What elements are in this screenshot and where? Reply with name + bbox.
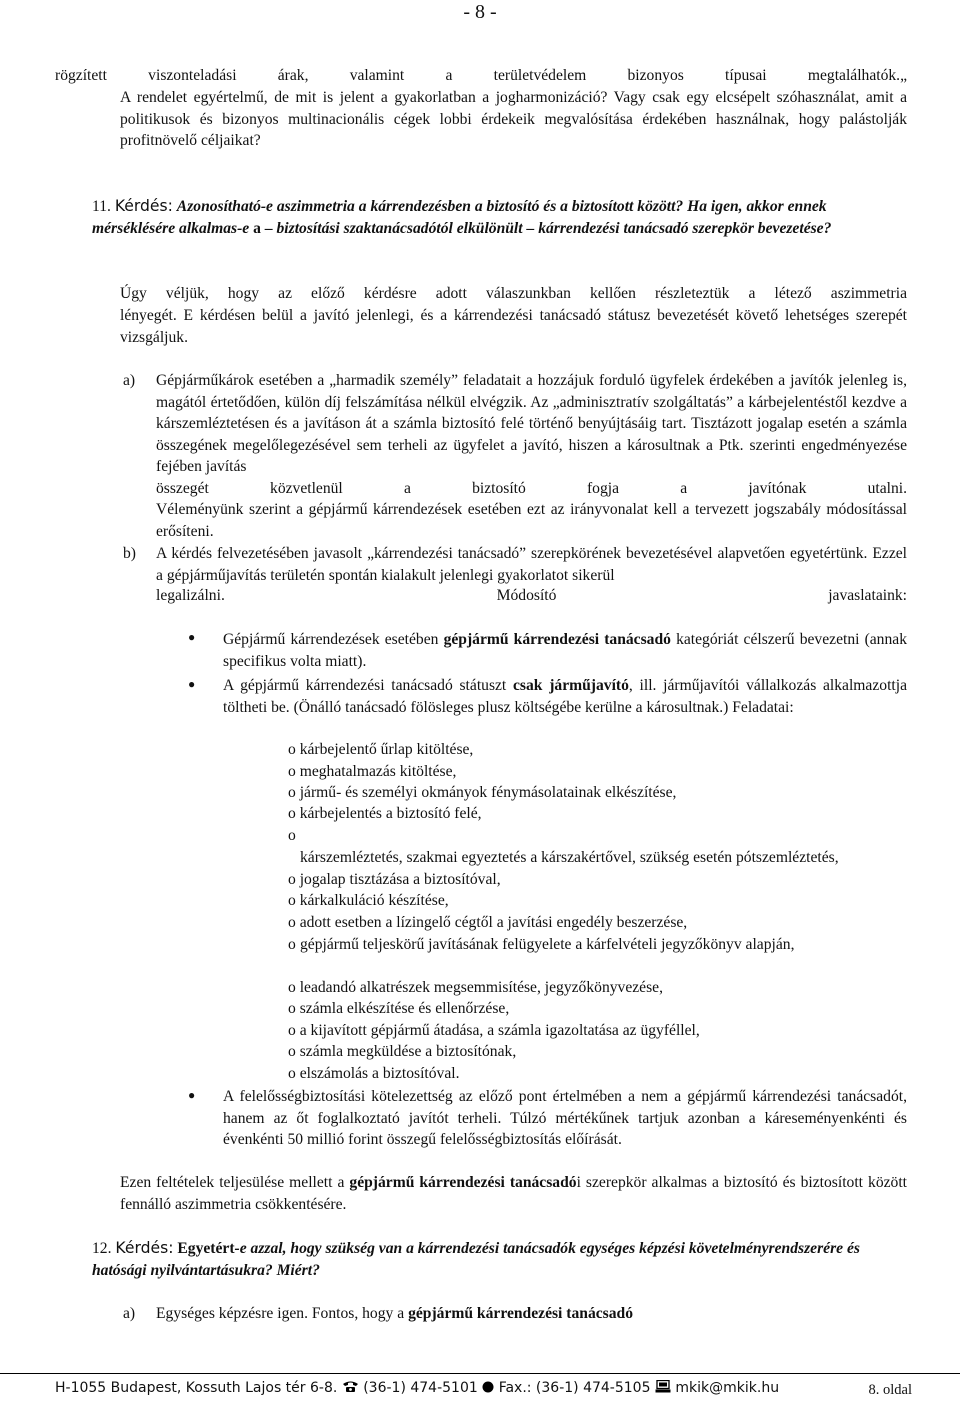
sub-item-text: számla megküldése a biztosítónak,: [299, 1043, 517, 1060]
footer-phone: (36-1) 474-5101: [363, 1380, 478, 1396]
paragraph: lényegét. E kérdésen belül a javító jelenlegi, és a kárrendezési tanácsadó státusz bevezetését követő lehetséges szerepét vizsgáljuk.: [120, 307, 907, 346]
sub-item-text: leadandó alkatrészek megsemmisítése, jegyzőkönyvezése,: [299, 979, 663, 996]
sub-item-marker: o: [288, 936, 296, 953]
sub-item: [300, 825, 907, 868]
sub-item-marker: o: [288, 827, 296, 844]
bullet-bold: csak járműjavító: [513, 677, 629, 694]
sub-item: o kárbejelentés a biztosító felé,: [288, 805, 482, 822]
list-item: Gépjárműkárok esetében a „harmadik személy” feladatait a hozzájuk forduló ügyfelek érdekében a javítók jelenleg is, magától értetődően, külön díj felszámítása nélkül elvégzik. Az „adminisztratív szolgáltatás” a kárbejelentéstől kezdve a kárszemléztetésen és a javításon át a számla biztosító felé történő benyújtásáig tart. Tisztázott jogalap esetén a számla összegének megelőlegezésével sem terheli az ügyfelet a javító, hiszen a károsultnak a Ptk. szerinti engedményezése fejében javítás: [156, 372, 907, 475]
sub-item-text: kárkalkuláció készítése,: [299, 892, 449, 909]
page-number: - 8 -: [463, 1, 497, 23]
bullet-icon: ●: [188, 630, 196, 644]
sub-item: [300, 934, 907, 956]
footer: [55, 1378, 779, 1401]
question-text: -e azzal, hogy szükség van a kárrendezési tanácsadók egységes képzési követelményrendszerére és hatósági nyilvántartásukra? Miért?: [92, 1240, 860, 1279]
list-item-line: legalizálni. Módosító javaslataink:: [156, 587, 907, 604]
footer-page-number: 8. oldal: [868, 1382, 912, 1398]
paragraph: A rendelet egyértelmű, de mit is jelent a gyakorlatban a jogharmonizáció? Vagy csak egy elcsépelt szóhasználat, amit a politikusok és bizonyos multinacionális cégek lobbi érdekeik megvalósítása érdekében használnak, hogy palástolják profitnövelő céljaikat?: [120, 89, 907, 149]
question-label: Kérdés:: [114, 197, 173, 215]
paragraph-text: i szerepkör alkalmas a biztosító és biztosított között fennálló aszimmetria csökkentésére.: [120, 1174, 907, 1213]
bullet-icon: ●: [188, 677, 196, 691]
paragraph-text: Ezen feltételek teljesülése mellett a: [120, 1174, 345, 1191]
question-11: [92, 196, 907, 239]
sub-item-text: kárbejelentés a biztosító felé,: [299, 805, 482, 822]
bullet-text: , ill. járműjavítói vállalkozás alkalmazottja töltheti be. (Önálló tanácsadó fölösleges plusz költségébe kerülne a károsultnak.) Feladatai:: [223, 677, 907, 716]
list-item: [156, 1303, 907, 1325]
list-label: a): [123, 372, 136, 389]
sub-item-text: elszámolás a biztosítóval.: [299, 1065, 460, 1082]
sub-item: o a kijavított gépjármű átadása, a számla igazoltatása az ügyféllel,: [288, 1022, 700, 1039]
sub-item: o jogalap tisztázása a biztosítóval,: [288, 871, 501, 888]
phone-icon: [342, 1379, 359, 1401]
question-text: – biztosítási szaktanácsadótól elkülönült – kárrendezési tanácsadó szerepkör bevezetése?: [264, 219, 832, 237]
sub-item: o elszámolás a biztosítóval.: [288, 1065, 460, 1082]
list-item: A kérdés felvezetésében javasolt „kárrendezési tanácsadó” szerepkörének bevezetésével alapvetően egyetértünk. Ezzel a gépjárműjavítás területén spontán kialakult jelenlegi gyakorlatot sikerül: [156, 545, 907, 584]
sub-item-text: a kijavított gépjármű átadása, a számla igazoltatása az ügyféllel,: [299, 1022, 700, 1039]
list-label: a): [123, 1305, 136, 1322]
sub-item-text: adott esetben a lízingelő cégtől a javítási engedély beszerzése,: [299, 914, 688, 931]
question-text: a: [253, 219, 261, 237]
bullet-icon: ●: [188, 1088, 196, 1102]
question-label: Kérdés:: [115, 1239, 174, 1257]
sub-item-text: számla elkészítése és ellenőrzése,: [299, 1000, 510, 1017]
sub-item: o jármű- és személyi okmányok fénymásolatainak elkészítése,: [288, 784, 677, 801]
sub-item: o számla elkészítése és ellenőrzése,: [288, 1000, 510, 1017]
bullet-item: [223, 675, 907, 718]
sub-item: o meghatalmazás kitöltése,: [288, 763, 457, 780]
sub-item: o kárkalkuláció készítése,: [288, 892, 449, 909]
sub-item-text: gépjármű teljeskörű javításának felügyelete a kárfelvételi jegyzőkönyv alapján,: [300, 936, 795, 953]
list-item-line: összegét közvetlenül a biztosító fogja a javítónak utalni.: [156, 480, 907, 497]
bullet-dot-icon: [482, 1379, 494, 1401]
paragraph: [120, 1172, 907, 1215]
sub-item: o számla megküldése a biztosítónak,: [288, 1043, 517, 1060]
bullet-item: [223, 629, 907, 672]
question-12: [92, 1238, 907, 1281]
footer-address: H-1055 Budapest, Kossuth Lajos tér 6-8.: [55, 1380, 338, 1396]
list-item-text: Egységes képzésre igen. Fontos, hogy a: [156, 1305, 405, 1322]
question-text: Azonosítható-e aszimmetria a kárrendezésben a biztosító és a biztosított között? Ha igen, akkor ennek mérséklésére alkalmas-e: [92, 198, 827, 237]
list-item: Véleményünk szerint a gépjármű kárrendezések esetében ezt az irányvonalat kell a tervezett jogszabály módosítással erősíteni.: [156, 501, 907, 540]
sub-item-text: kárszemléztetés, szakmai egyeztetés a kárszakértővel, szükség esetén pótszemléztetés,: [300, 848, 839, 866]
paragraph-line: Úgy véljük, hogy az előző kérdésre adott válaszunkban kellően részleteztük a létező aszimmetria: [120, 285, 907, 302]
bullet-text: A gépjármű kárrendezési tanácsadó státuszt: [223, 677, 507, 694]
question-number: 11.: [92, 198, 111, 215]
list-label: b): [123, 545, 136, 562]
footer-email: mkik@mkik.hu: [675, 1380, 780, 1396]
sub-item: o leadandó alkatrészek megsemmisítése, jegyzőkönyvezése,: [288, 979, 663, 996]
question-bold: Egyetért: [177, 1240, 235, 1257]
paragraph-bold: gépjármű kárrendezési tanácsadó: [349, 1174, 577, 1191]
footer-divider: [0, 1373, 960, 1374]
bullet-text: Gépjármű kárrendezések esetében: [223, 631, 439, 648]
paragraph-line: rögzített viszonteladási árak, valamint a területvédelem bizonyos típusai megtalálhatók.„: [55, 67, 907, 84]
bullet-bold: gépjármű kárrendezési tanácsadó: [443, 631, 671, 648]
bullet-text: kategóriát célszerű bevezetni (annak specifikus volta miatt).: [223, 631, 907, 670]
sub-item-text: jármű- és személyi okmányok fénymásolatainak elkészítése,: [299, 784, 677, 801]
sub-item-text: kárbejelentő űrlap kitöltése,: [299, 741, 474, 758]
question-number: 12.: [92, 1240, 112, 1257]
bullet-item: A felelősségbiztosítási kötelezettség az előző pont értelmében a nem a gépjármű kárrendezési tanácsadót, hanem az őt foglalkoztató javítót terheli. Túlzó mértékűnek tartjuk azonban a káreseményenkénti és évenkénti 50 millió forint összegű felelősségbiztosítás előírását.: [223, 1088, 907, 1148]
sub-item: o adott esetben a lízingelő cégtől a javítási engedély beszerzése,: [288, 914, 688, 931]
sub-item: o kárbejelentő űrlap kitöltése,: [288, 741, 474, 758]
sub-item-text: meghatalmazás kitöltése,: [299, 763, 457, 780]
list-item-bold: gépjármű kárrendezési tanácsadó: [408, 1305, 633, 1322]
sub-item-text: jogalap tisztázása a biztosítóval,: [299, 871, 501, 888]
footer-fax: Fax.: (36-1) 474-5105: [498, 1380, 651, 1396]
computer-icon: [655, 1379, 671, 1401]
